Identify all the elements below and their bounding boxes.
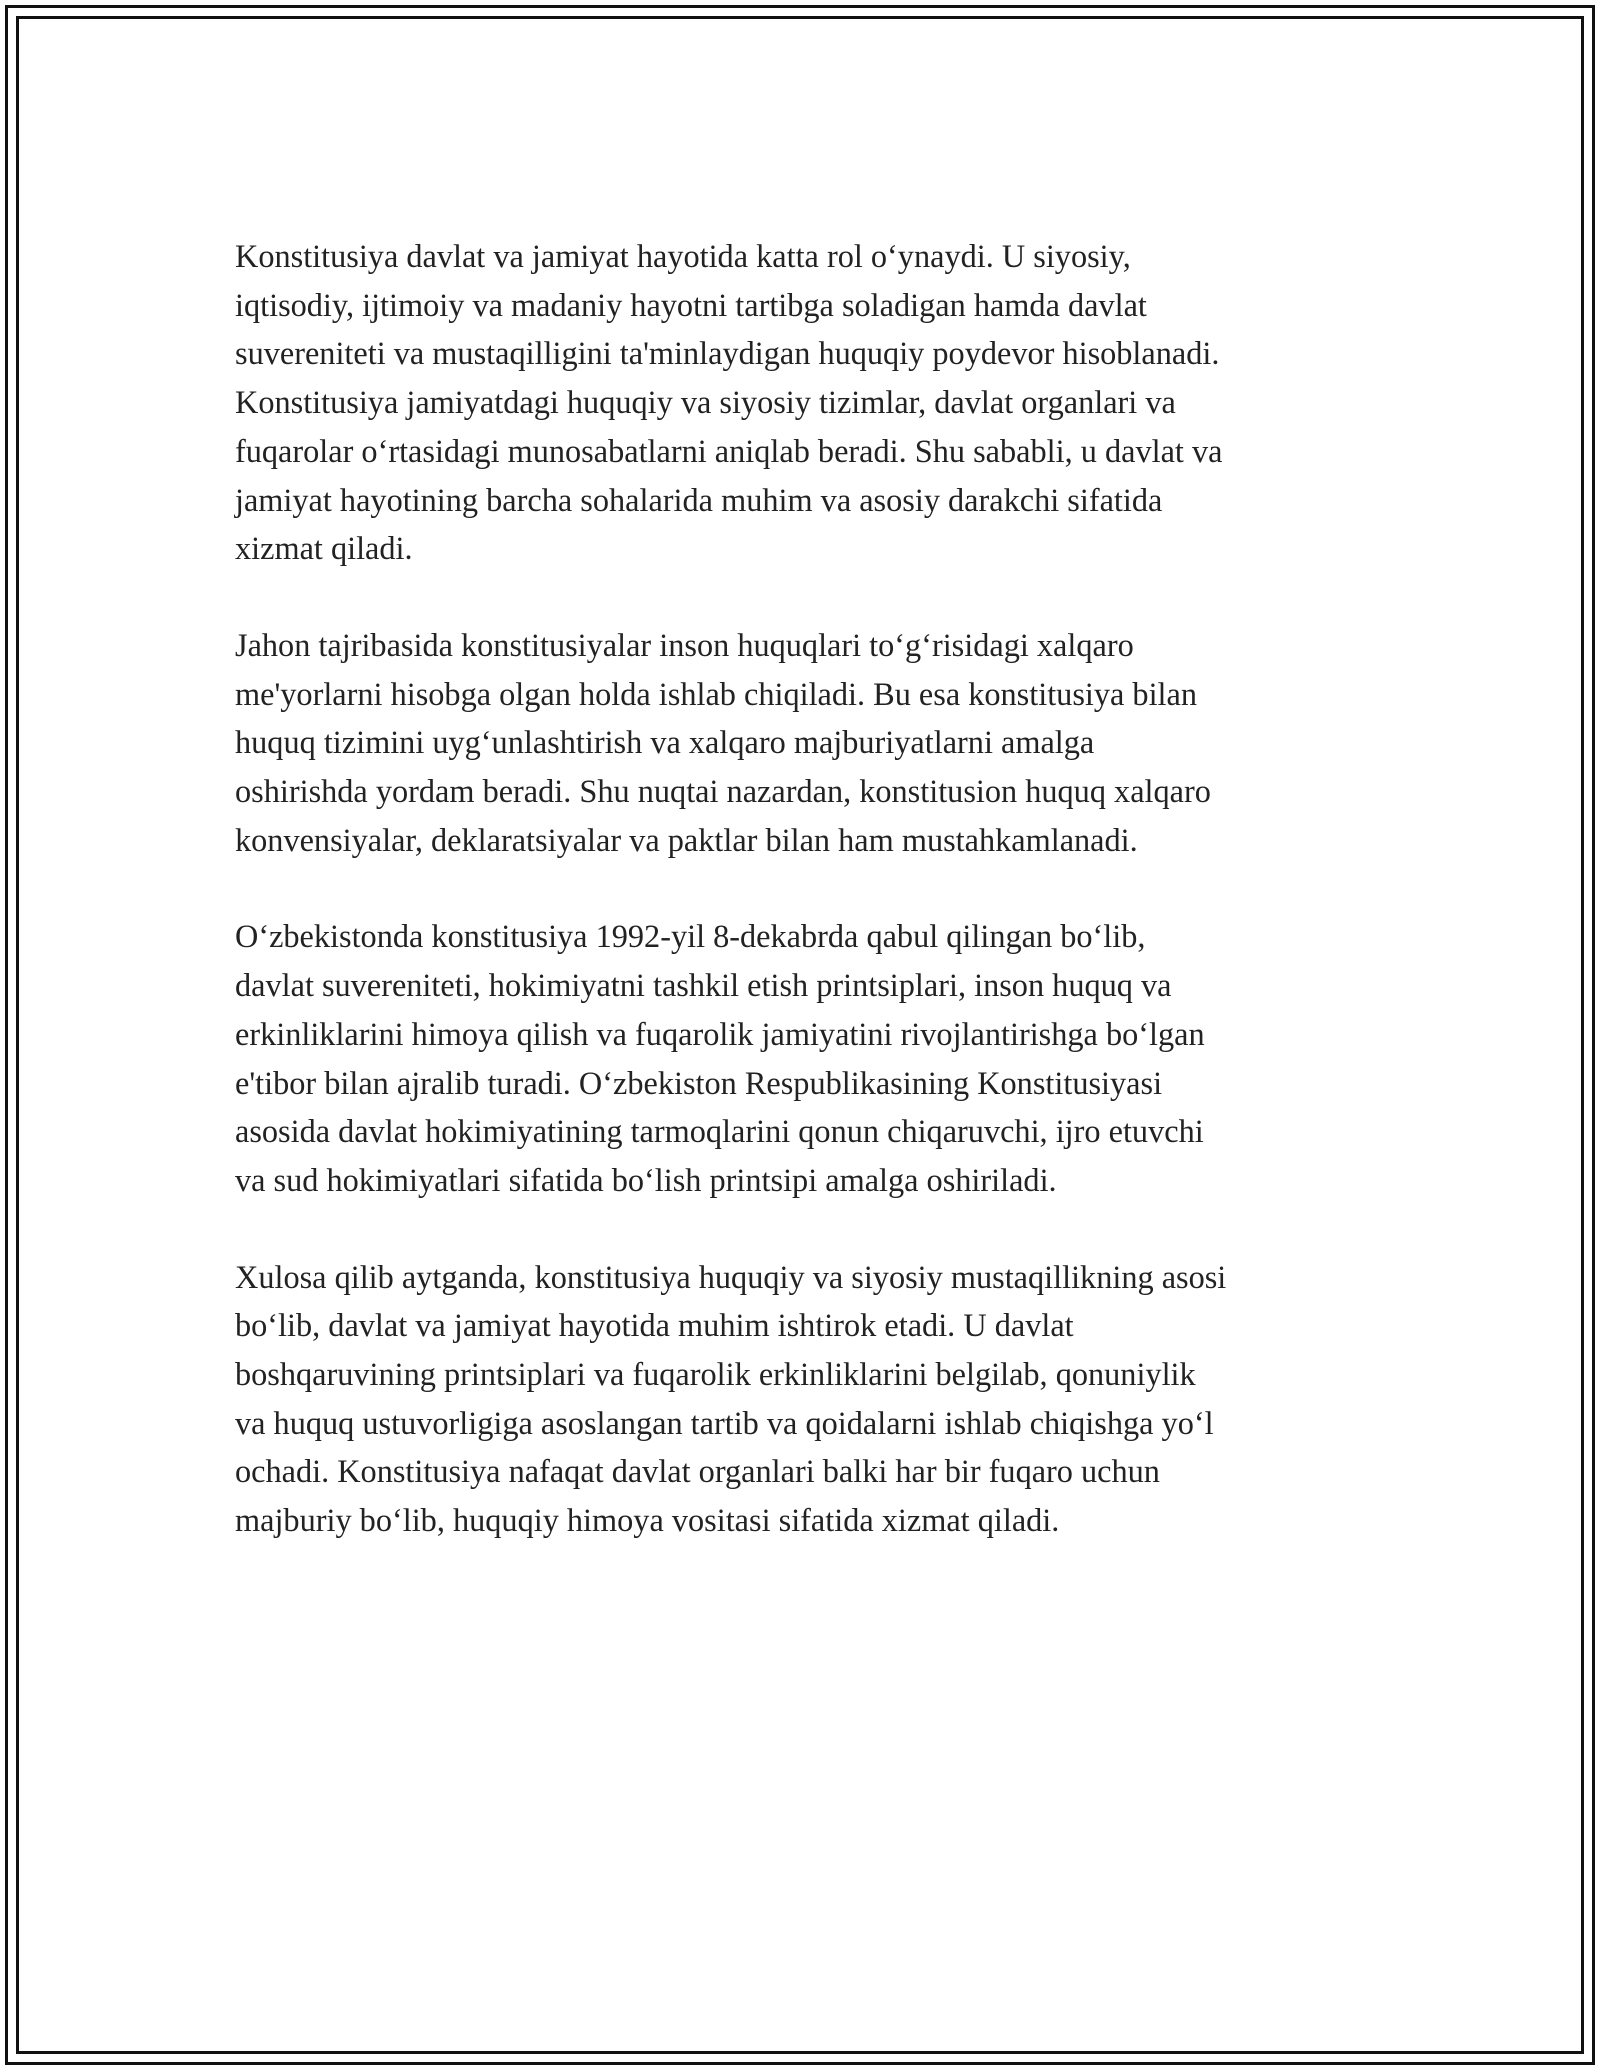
paragraph-1 bbox=[235, 232, 1375, 573]
text-line: Xulosa qilib aytganda, konstitusiya huquqiy va siyosiy mustaqillikning asosi bbox=[235, 1258, 1227, 1295]
text-line: majburiy bo‘lib, huquqiy himoya vositasi sifatida xizmat qiladi. bbox=[235, 1502, 1060, 1539]
document-body bbox=[235, 232, 1375, 1593]
text-line: boshqaruvining printsiplari va fuqarolik erkinliklarini belgilab, qonuniylik bbox=[235, 1356, 1196, 1393]
text-line: fuqarolar o‘rtasidagi munosabatlarni aniqlab beradi. Shu sababli, u davlat va bbox=[235, 432, 1223, 469]
text-line: Jahon tajribasida konstitusiyalar inson huquqlari to‘g‘risidagi xalqaro bbox=[235, 626, 1134, 663]
text-line: jamiyat hayotining barcha sohalarida muhim va asosiy darakchi sifatida bbox=[235, 481, 1163, 518]
paragraph-3 bbox=[235, 912, 1375, 1204]
text-line: erkinliklarini himoya qilish va fuqarolik jamiyatini rivojlantirishga bo‘lgan bbox=[235, 1015, 1205, 1052]
paragraph-4 bbox=[235, 1253, 1375, 1545]
text-line: bo‘lib, davlat va jamiyat hayotida muhim ishtirok etadi. U davlat bbox=[235, 1307, 1074, 1344]
text-line: suvereniteti va mustaqilligini ta'minlaydigan huquqiy poydevor hisoblanadi. bbox=[235, 335, 1220, 372]
text-line: davlat suvereniteti, hokimiyatni tashkil etish printsiplari, inson huquq va bbox=[235, 967, 1172, 1004]
text-line: Konstitusiya jamiyatdagi huquqiy va siyosiy tizimlar, davlat organlari va bbox=[235, 384, 1176, 421]
paragraph-2 bbox=[235, 621, 1375, 865]
text-line: va huquq ustuvorligiga asoslangan tartib va qoidalarni ishlab chiqishga yo‘l bbox=[235, 1404, 1214, 1441]
text-line: asosida davlat hokimiyatining tarmoqlarini qonun chiqaruvchi, ijro etuvchi bbox=[235, 1113, 1204, 1150]
text-line: me'yorlarni hisobga olgan holda ishlab chiqiladi. Bu esa konstitusiya bilan bbox=[235, 675, 1197, 712]
text-line: O‘zbekistonda konstitusiya 1992-yil 8-dekabrda qabul qilingan bo‘lib, bbox=[235, 918, 1146, 955]
text-line: va sud hokimiyatlari sifatida bo‘lish printsipi amalga oshiriladi. bbox=[235, 1161, 1057, 1198]
text-line: e'tibor bilan ajralib turadi. O‘zbekiston Respublikasining Konstitusiyasi bbox=[235, 1064, 1163, 1101]
text-line: konvensiyalar, deklaratsiyalar va paktlar bilan ham mustahkamlanadi. bbox=[235, 821, 1138, 858]
text-line: iqtisodiy, ijtimoiy va madaniy hayotni tartibga soladigan hamda davlat bbox=[235, 286, 1147, 323]
text-line: Konstitusiya davlat va jamiyat hayotida katta rol o‘ynaydi. U siyosiy, bbox=[235, 238, 1131, 274]
text-line: huquq tizimini uyg‘unlashtirish va xalqaro majburiyatlarni amalga bbox=[235, 724, 1095, 761]
text-line: xizmat qiladi. bbox=[235, 530, 413, 567]
text-line: ochadi. Konstitusiya nafaqat davlat organlari balki har bir fuqaro uchun bbox=[235, 1453, 1160, 1490]
text-line: oshirishda yordam beradi. Shu nuqtai nazardan, konstitusion huquq xalqaro bbox=[235, 773, 1211, 810]
